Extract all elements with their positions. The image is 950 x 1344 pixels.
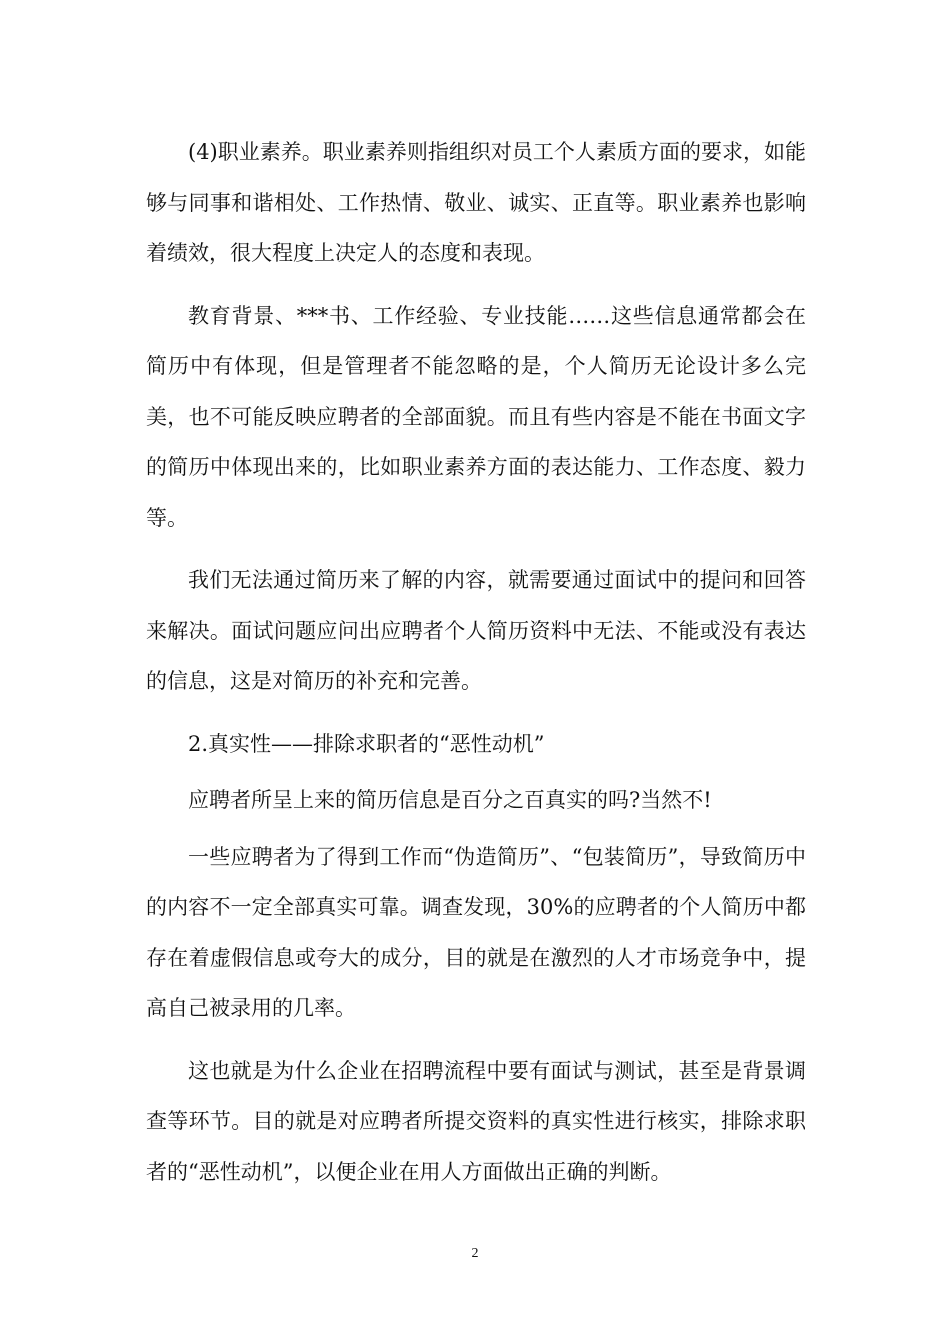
- section-heading-authenticity: 2.真实性——排除求职者的“恶性动机”: [188, 731, 545, 756]
- paragraph-fake-resumes: 一些应聘者为了得到工作而“伪造简历”、“包装简历”，导致简历中的内容不一定全部真实可靠。调查发现，30%的应聘者的个人简历中都存在着虚假信息或夸大的成分，目的就是在激烈的人才市场竞争中，提高自己被录用的几率。: [146, 844, 806, 1020]
- paragraph-professional-quality: (4)职业素养。职业素养则指组织对员工个人素质方面的要求，如能够与同事和谐相处、工作热情、敬业、诚实、正直等。职业素养也影响着绩效，很大程度上决定人的态度和表现。: [146, 140, 806, 265]
- paragraph-truth-question: 应聘者所呈上来的简历信息是百分之百真实的吗?当然不!: [188, 788, 712, 812]
- document-body: [146, 127, 806, 1209]
- paragraph-background-checks: 这也就是为什么企业在招聘流程中要有面试与测试，甚至是背景调查等环节。目的就是对应聘者所提交资料的真实性进行核实，排除求职者的“恶性动机”，以便企业在用人方面做出正确的判断。: [146, 1058, 806, 1184]
- paragraph-resume-limitations: 教育背景、***书、工作经验、专业技能……这些信息通常都会在简历中有体现，但是管理者不能忽略的是，个人简历无论设计多么完美，也不可能反映应聘者的全部面貌。而且有些内容是不能在书面文字的简历中体现出来的，比如职业素养方面的表达能力、工作态度、毅力等。: [146, 303, 806, 530]
- paragraph-interview-questions: 我们无法通过简历来了解的内容，就需要通过面试中的提问和回答来解决。面试问题应问出应聘者个人简历资料中无法、不能或没有表达的信息，这是对简历的补充和完善。: [146, 568, 806, 693]
- page-number: 2: [471, 1246, 479, 1261]
